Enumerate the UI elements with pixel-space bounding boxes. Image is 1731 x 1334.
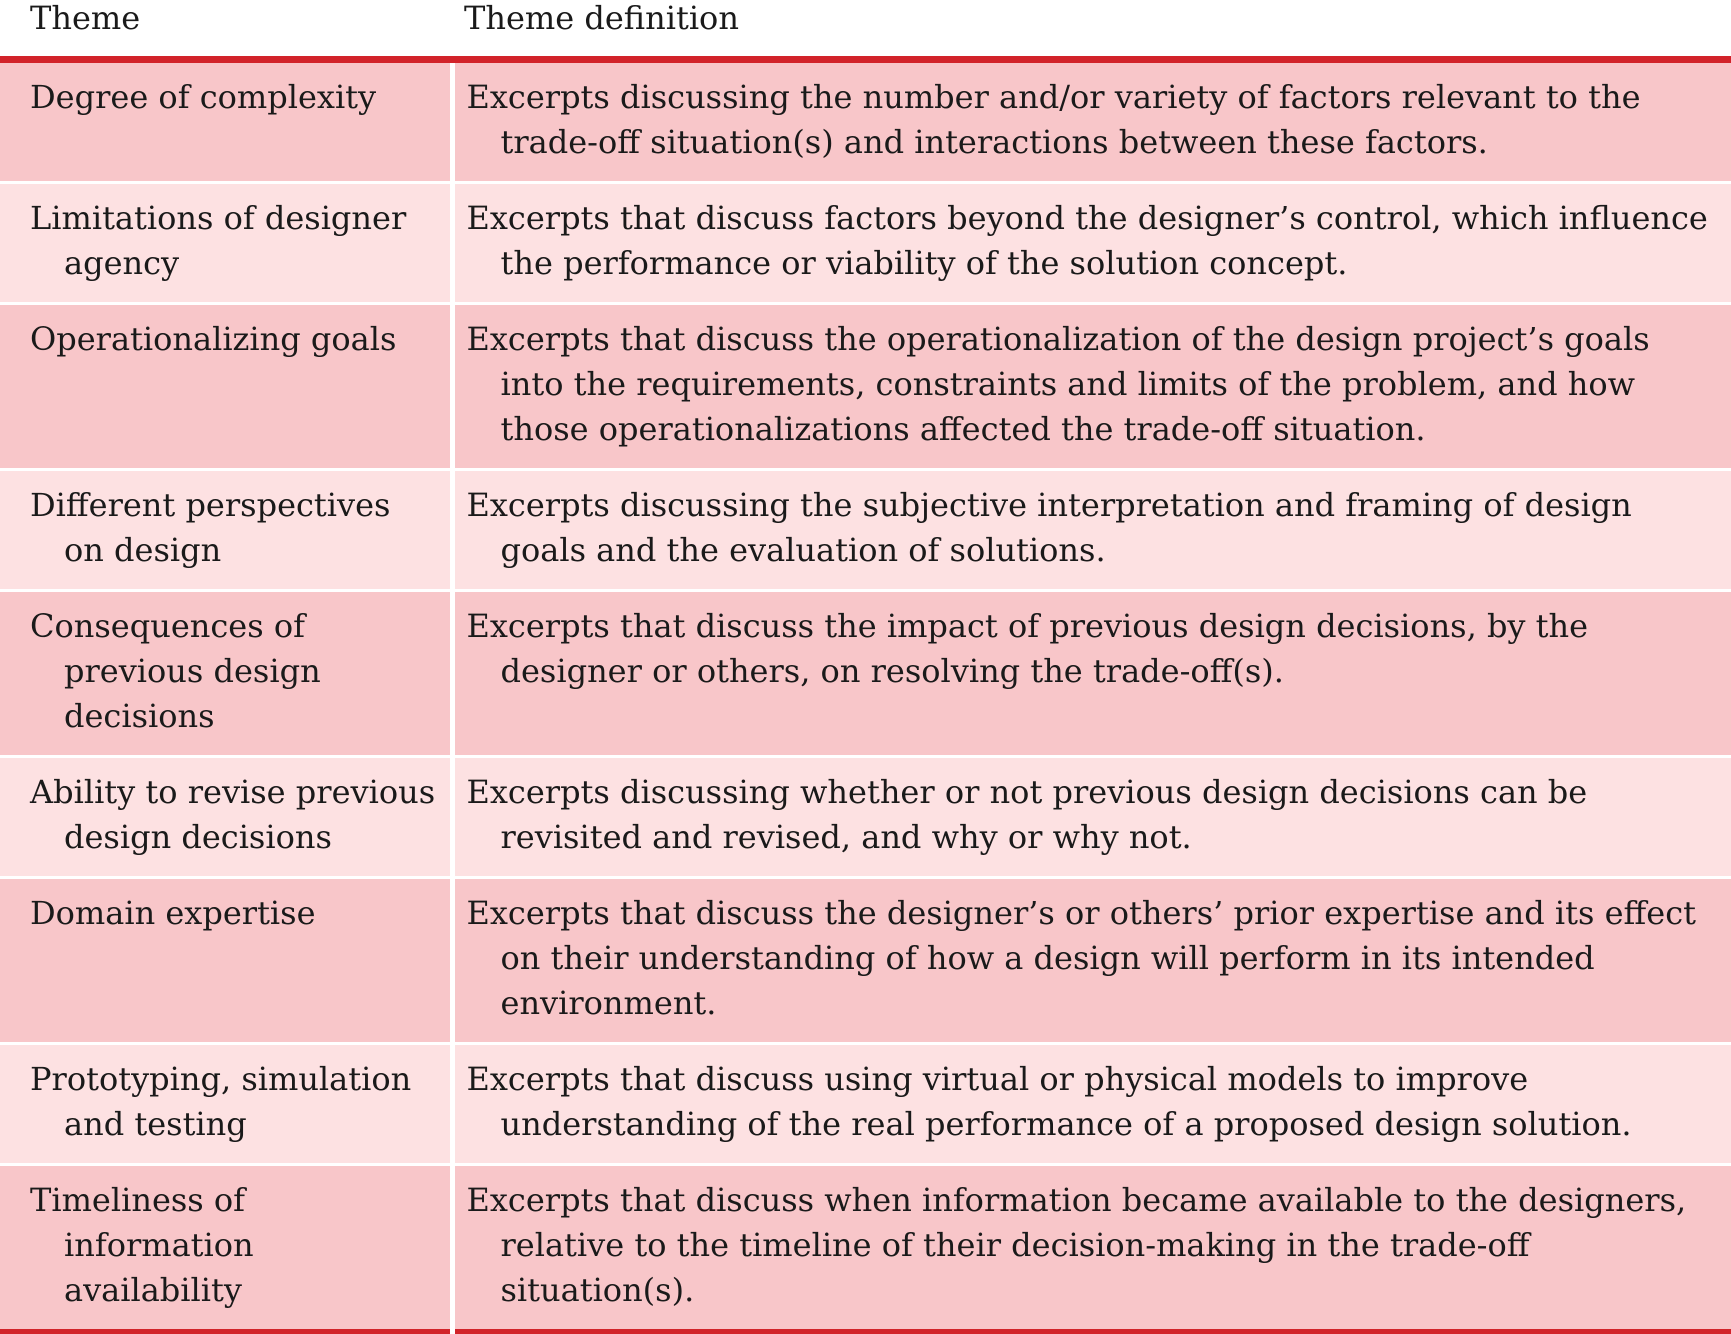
table-row	[0, 757, 1731, 878]
definition-cell	[452, 757, 1731, 878]
header-theme: Theme	[30, 0, 141, 37]
theme-name: Limitations of designer agency	[30, 199, 407, 282]
table-row	[0, 304, 1731, 470]
theme-name: Degree of complexity	[30, 78, 377, 116]
theme-cell	[0, 183, 452, 304]
theme-cell	[0, 60, 452, 183]
theme-definition: Excerpts that discuss using virtual or physical models to improve understanding of the real performance of a proposed design solution.	[466, 1060, 1632, 1143]
theme-cell	[0, 304, 452, 470]
definition-cell	[452, 60, 1731, 183]
table-row	[0, 183, 1731, 304]
table-row	[0, 1165, 1731, 1332]
theme-cell	[0, 591, 452, 757]
theme-definition: Excerpts that discuss when information became available to the designers, relative to the timeline of their decision-making in the trade-off situation(s).	[466, 1181, 1687, 1309]
table-body	[0, 60, 1731, 1332]
definition-cell	[452, 878, 1731, 1044]
theme-definition: Excerpts that discuss factors beyond the designer’s control, which influence the performance or viability of the solution concept.	[466, 199, 1708, 282]
definition-cell	[452, 591, 1731, 757]
theme-definition: Excerpts discussing the subjective interpretation and framing of design goals and the evaluation of solutions.	[466, 486, 1632, 569]
theme-cell	[0, 757, 452, 878]
theme-name: Timeliness of information availability	[30, 1181, 254, 1309]
theme-cell	[0, 1165, 452, 1332]
table-row	[0, 878, 1731, 1044]
theme-cell	[0, 878, 452, 1044]
theme-name: Operationalizing goals	[30, 320, 397, 358]
table-row	[0, 591, 1731, 757]
definition-cell	[452, 1044, 1731, 1165]
table-row	[0, 470, 1731, 591]
theme-name: Consequences of previous design decisions	[30, 607, 321, 735]
theme-definition: Excerpts that discuss the designer’s or others’ prior expertise and its effect on their understanding of how a design will perform in its intended environment.	[466, 894, 1696, 1022]
theme-definition: Excerpts discussing whether or not previous design decisions can be revisited and revised, and why or why not.	[466, 773, 1588, 856]
theme-definition: Excerpts discussing the number and/or variety of factors relevant to the trade-off situation(s) and interactions between these factors.	[466, 78, 1641, 161]
header-row	[0, 0, 1731, 60]
definition-cell	[452, 1165, 1731, 1332]
definition-cell	[452, 304, 1731, 470]
definition-cell	[452, 183, 1731, 304]
table-row	[0, 60, 1731, 183]
theme-definition: Excerpts that discuss the operationalization of the design project’s goals into the requirements, constraints and limits of the problem, and how those operationalizations affected the trade-off situation.	[466, 320, 1650, 448]
theme-cell	[0, 470, 452, 591]
header-theme-definition: Theme definition	[464, 0, 739, 37]
definition-cell	[452, 470, 1731, 591]
theme-name: Ability to revise previous design decisions	[30, 773, 436, 856]
theme-name: Domain expertise	[30, 894, 316, 932]
theme-cell	[0, 1044, 452, 1165]
table-header	[0, 0, 1731, 60]
theme-definition: Excerpts that discuss the impact of previous design decisions, by the designer or others, on resolving the trade-off(s).	[466, 607, 1589, 690]
table-row	[0, 1044, 1731, 1165]
theme-name: Prototyping, simulation and testing	[30, 1060, 412, 1143]
theme-name: Different perspectives on design	[30, 486, 391, 569]
